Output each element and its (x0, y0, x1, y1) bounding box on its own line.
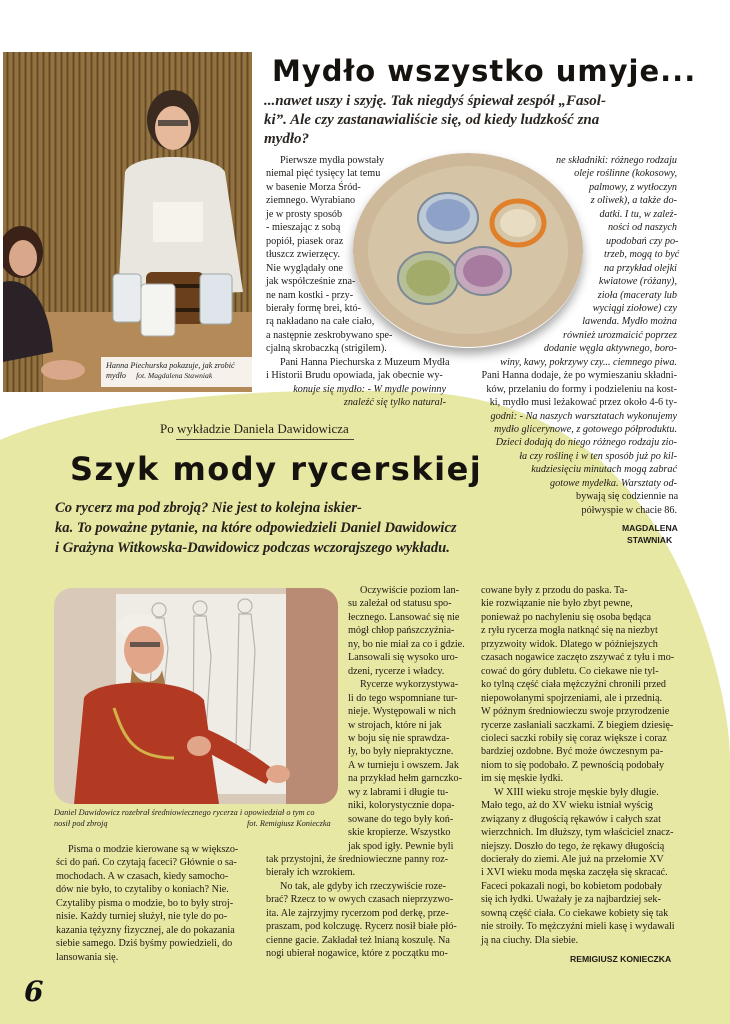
text-line: ności od naszych (607, 222, 677, 234)
text-line: z oliwek), a także do- (590, 195, 677, 207)
text-line: znaleźć się tylko natural- (343, 397, 446, 409)
text-line: ne składniki: różnego rodzaju (555, 155, 677, 166)
text-line: konuje się mydło: - W mydle powinny (293, 383, 446, 395)
text-line: godni: - Na naszych warsztatach wykonujemy (490, 410, 677, 422)
article2-kicker: Po wykładzie Daniela Dawidowicza (160, 421, 349, 436)
kicker-underline (176, 439, 354, 440)
text-line: winy, kawy, pokrzywy czy... ciemnego piwa. (500, 356, 677, 368)
text-line: lawenda. Mydło można (582, 316, 677, 328)
text-line: z ryłu rycerza mogła natknąć się na niezbyt (481, 625, 658, 637)
text-line: ści do pań. Co czytają faceci? Głównie o sa- (56, 857, 237, 869)
text-line: Pani Hanna dodaje, że po wymieszaniu składni- (481, 370, 677, 382)
text-line: na przykład olejki (604, 262, 677, 274)
photo-credit: fot. Magdalena Stawniak (136, 371, 213, 380)
article1-title: Mydło wszystko umyje... (272, 54, 697, 88)
text-line: niejszy. Doszło do tego, że rękawy długością (481, 840, 665, 852)
photo-credit: fot. Remigiusz Konieczka (247, 819, 331, 828)
text-line: ne nam kostki - przy- (266, 289, 354, 301)
text-line: wyciągi ziołowe) czy (592, 302, 677, 314)
text-line: w strojach, które ni jak (348, 719, 442, 731)
text-line: Pierwsze mydła powstały (280, 155, 385, 166)
text-line: tłuszcz zwierzęcy. (266, 249, 340, 261)
text-line: dodanie węgla aktywnego, boro- (543, 343, 677, 355)
text-line: palmowy, z wytłoczyn (588, 181, 677, 193)
text-line: No tak, ale gdyby ich rzeczywiście roze- (280, 880, 447, 892)
text-line: ny, bo nie miał za co i gdzie. (348, 638, 465, 650)
caption-text: Hanna Piechurska pokazuje, jak zrobić mydło (106, 361, 235, 380)
text-line: popiół, piasek oraz (266, 235, 344, 247)
photo-soap-jars (353, 153, 583, 348)
text-line: i Historii Brudu opowiada, jak obecnie wy- (266, 370, 443, 382)
text-line: gotowe mydełka. Warsztaty od- (550, 477, 677, 489)
text-line: Mało tego, aż do XV wieku istniał wyścig (481, 800, 653, 812)
text-line: bierały formę brei, któ- (266, 302, 362, 314)
text-line: - mieszając z sobą (266, 222, 341, 234)
text-line: je w prosty sposób (266, 208, 343, 220)
text-line: ita. Ale zajrzyjmy rycerzom pod derkę, prze- (266, 907, 449, 919)
text-line: W XIII wieku stroje męskie były długie. (494, 786, 659, 798)
page-number: 6 (24, 975, 44, 1008)
text-line: nogi ubierał nogawice, które z początku mo- (266, 948, 448, 960)
article2-signature: REMIGIUSZ KONIECZKA (570, 954, 672, 964)
text-line: siebie samego. Dziś byśmy powiedzieli, do (56, 938, 233, 950)
text-line: nieje. Występowali w nich (348, 706, 456, 718)
text-line: Pani Hanna Piechurska z Muzeum Mydła (280, 356, 450, 368)
text-line: Czytaliby pisma o modzie, bo to były stroj- (56, 897, 234, 909)
text-line: mydło glicerynowe, z gotowego półproduktu. (494, 424, 677, 435)
text-line: wy z labrami i długie tu- (348, 786, 449, 798)
text-line: Rycerze wykorzystywa- (360, 679, 459, 691)
text-line: w boju się nie sprawdza- (348, 732, 450, 744)
text-line: praszam, pod kolczugę. Rycerz nosił białe płó- (266, 921, 457, 933)
text-line: W późnym średniowieczu swoje przyrodzenie (481, 706, 670, 718)
lead-line: ka. To poważne pytanie, na które odpowiedzieli Daniel Dawidowicz (55, 520, 457, 536)
text-line: kie rozwiązanie nie było zbyt pewne, (481, 598, 633, 610)
text-line: jak współcześnie zna- (266, 276, 356, 288)
text-line: kwiatowe (różany), (598, 276, 677, 288)
text-line: upodobań czy po- (606, 235, 679, 247)
article1-signature-last: STAWNIAK (627, 535, 673, 545)
text-line: Dzieci dodają do niego różnego rodzaju zio- (495, 437, 677, 449)
text-line: ków, przelaniu do formy i podzieleniu na kost- (486, 383, 677, 395)
text-line: bardziej ozdobne. Być może ówczesnym pa- (481, 746, 664, 758)
text-line: niemal pięć tysięcy lat temu (266, 168, 381, 180)
text-line: mochodach. A w czasach, kiedy samocho- (56, 870, 229, 882)
text-line: cjalną skrobaczką (strigilem). (266, 343, 387, 355)
text-line: dzeni, rycerze i władcy. (348, 665, 445, 677)
text-line: ko tylną część ciała mężczyźni chronili przed (481, 679, 666, 691)
text-line: brać? Rzecz to w owych czasach nieprzyzwo- (266, 894, 454, 906)
lead-line: ...nawet uszy i szyję. Tak niegdyś śpiewał zespół „Fasol- (264, 93, 606, 109)
text-line: ją na ciuchy. Dla siebie. (481, 934, 579, 946)
text-line: ziemnego. Wyrabiano (266, 195, 356, 207)
text-line: dów nie było, to czytaliby o koniach? Nie. (56, 884, 229, 896)
text-line: wierzchnich. Im dłuższy, tym właściciel znacz- (481, 827, 674, 839)
text-line: A w turnieju i owszem. Jak (348, 759, 459, 771)
text-line: tak przystojni, że średniowieczne panny roz- (266, 854, 449, 865)
text-line: Pisma o modzie kierowane są w większo- (68, 844, 239, 855)
text-line: niom to się podobało. Z pewnością podobały (481, 759, 665, 771)
text-line: również urozmaicić poprzez (563, 329, 677, 341)
text-line: bywają się codziennie na (576, 491, 679, 503)
text-line: docierały do ziemi. Ale już na przełomie XV (481, 854, 664, 865)
photo-caption-soap (106, 361, 252, 381)
text-line: na przykład hełm garnczko- (348, 773, 462, 785)
text-line: im się męskie łydki. (481, 773, 564, 785)
text-line: przyzwoity widok. Dlatego w późniejszych (481, 638, 658, 650)
article1-signature-first: MAGDALENA (622, 523, 678, 533)
article2-title: Szyk mody rycerskiej (70, 450, 483, 488)
text-line: trzeb, mogą to być (604, 249, 680, 261)
text-line: cować do góry dubletu. Co ciekawe nie tyl- (481, 665, 659, 677)
text-line: w basenie Morza Śród- (266, 181, 361, 193)
caption-text: Daniel Dawidowicz rozebrał średniowiecznego rycerza i opowiedział o tym co (54, 808, 315, 817)
text-line: ła czy roślinę i w ten sposób już po kil- (519, 450, 677, 462)
article2-lead (55, 498, 525, 558)
text-line: ponieważ po nachyleniu się osoba będąca (481, 611, 652, 623)
text-line: li do tego wspomniane tur- (348, 692, 458, 704)
text-line: Oczywiście poziom lan- (360, 585, 460, 596)
text-line: ki, mydło musi leżakować przez około 4-6 ty- (489, 397, 677, 409)
caption-text: nosił pod zbroją (54, 819, 108, 828)
text-line: kudziesięciu minutach mogą zabrać (531, 464, 677, 476)
photo-lecturer (54, 588, 338, 804)
text-line: czasach nogawice zaczęto zszywać z tyłu i mo- (481, 652, 675, 664)
text-line: mógł chłop pańszczyźnia- (348, 625, 455, 637)
text-line: jak spod igły. Pewnie byli (348, 840, 454, 852)
text-line: Faceci pokazali nogi, bo kobietom podobały (481, 880, 663, 892)
lead-line: mydło? (264, 131, 309, 147)
text-line: sowane do tego były koń- (348, 813, 454, 825)
lead-line: Co rycerz ma pod zbroją? Nie jest to kolejna iskier- (55, 500, 362, 516)
text-line: łecznego. Lansować się nie (348, 611, 460, 623)
text-line: oleje roślinne (kokosowy, (574, 168, 677, 180)
text-line: cienne gacie. Zakładał też lnianą koszulę. Na (266, 934, 450, 946)
text-line: skie kropierze. Wszystko (348, 827, 451, 839)
photo-soap-workshop (3, 52, 252, 392)
text-line: ły, bo były niepraktyczne. (348, 746, 454, 758)
text-line: Lansowali się wysoko uro- (348, 652, 459, 664)
text-line: kazania tężyzny fizycznej, ale do pokazania (56, 924, 235, 936)
text-line: i XVI wieku moda męska zaczęła się skracać. (481, 867, 668, 879)
text-line: cioleci saczki robiły się coraz większe i coraz (481, 732, 667, 744)
text-line: rycerze zasłaniali saczkami. Z biegiem dziesię- (481, 719, 674, 731)
text-line: cowane były z przodu do paska. Ta- (481, 585, 628, 596)
text-line: bierały ich wzrokiem. (266, 867, 356, 879)
text-line: związany z długością rękawów i całych szat (481, 813, 661, 825)
article1-lead (264, 92, 684, 149)
text-line: niepowołanymi spojrzeniami, ale i przednią. (481, 692, 663, 704)
text-line: su zależał od statusu spo- (348, 598, 452, 610)
lead-line: i Grażyna Witkowska-Dawidowicz podczas wczorajszego wykładu. (55, 540, 450, 556)
text-line: zioła (maceraty lub (597, 289, 677, 301)
lead-line: ki”. Ale czy zastanawialiście się, od kiedy ludzkość zna (264, 112, 600, 128)
text-line: a następnie zeskrobywano spe- (266, 329, 393, 341)
text-line: datki. I tu, w zależ- (599, 208, 677, 220)
text-line: niki, kolorystycznie dopa- (348, 800, 455, 812)
photo-caption-lecturer (54, 807, 354, 829)
text-line: Nie wyglądały one (266, 262, 343, 274)
text-line: nie stroiły. To mężczyźni mieli kasę i wydawali (481, 921, 675, 933)
text-line: lansowania się. (56, 951, 119, 963)
text-line: rą nakładano na całe ciało, (266, 316, 375, 328)
text-line: sowną część ciała. Co ciekawe kobiety się tak (481, 907, 669, 919)
text-line: półwyspie w chacie 86. (581, 504, 677, 516)
text-line: nisie. Każdy turniej służył, nie tyle do po- (56, 911, 228, 923)
text-line: się ich łydki. Uważały je za najbardziej sek- (481, 894, 661, 906)
